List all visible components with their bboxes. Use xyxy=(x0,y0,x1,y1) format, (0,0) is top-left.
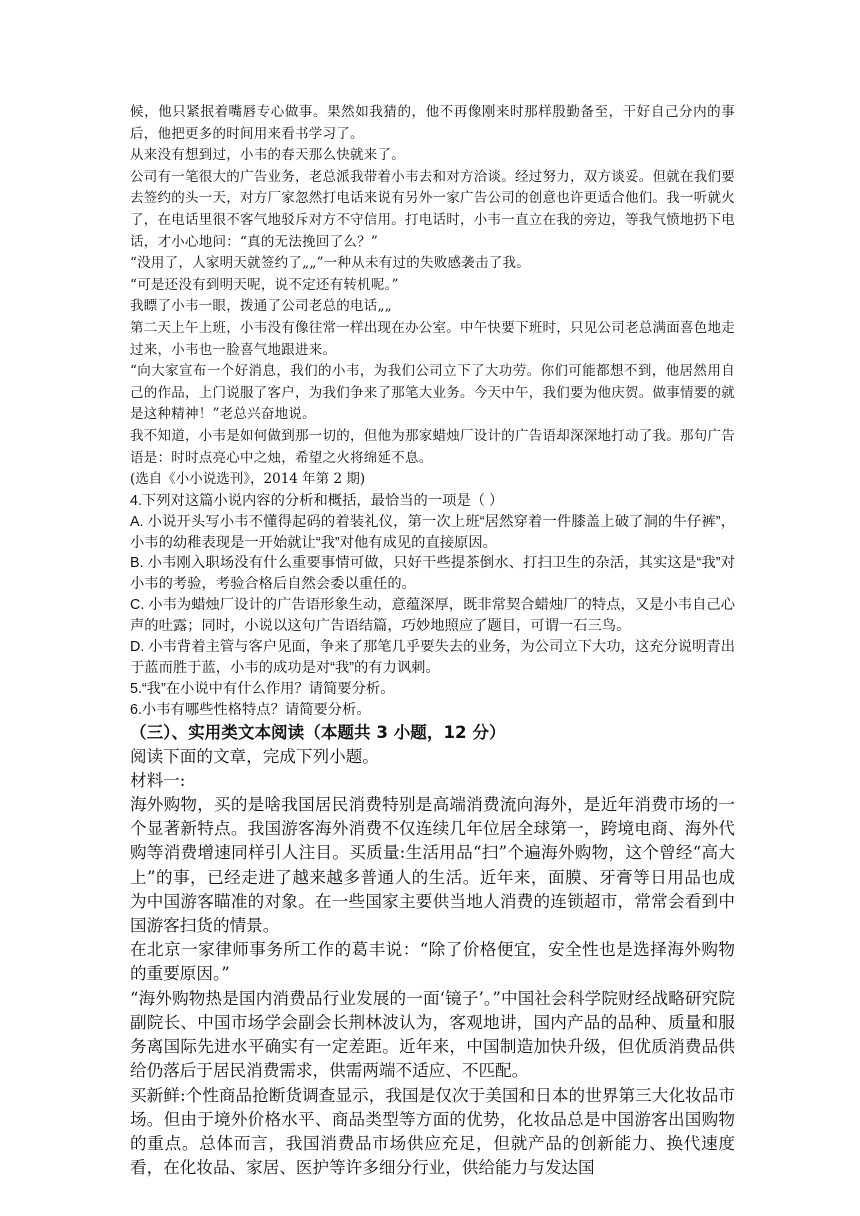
section-3-heading: （三）、实用类文本阅读（本题共 3 小题，12 分） xyxy=(130,722,506,742)
material-paragraph: “海外购物热是国内消费品行业发展的一面‘镜子’。”中国社会科学院财经战略研究院副院长、中国市场学会副会长荆林波认为，客观地讲，国内产品的品种、质量和服务离国际先进水平确实有一定差距。近年来，中国制造加快升级，但优质消费品供给仍落后于居民消费需求，供需两端不适应、不匹配。 xyxy=(130,988,735,1081)
material-label: 材料一: xyxy=(130,770,186,790)
question-5: 5.“我”在小说中有什么作用？请简要分析。 xyxy=(130,680,395,697)
question-4-option-a: A. 小说开头写小韦不懂得起码的着装礼仪，第一次上班“居然穿着一件膝盖上破了洞的牛仔裤”，小韦的幼稚表现是一开始就让“我”对他有成见的直接原因。 xyxy=(130,513,735,551)
question-4-stem: 4.下列对这篇小说内容的分析和概括，最恰当的一项是（ ） xyxy=(130,492,504,509)
question-6: 6.小韦有哪些性格特点？请简要分析。 xyxy=(130,701,371,718)
story-paragraph: 我瞟了小韦一眼，拨通了公司老总的电话„„ xyxy=(130,298,392,315)
section-3-instruction: 阅读下面的文章，完成下列小题。 xyxy=(130,746,379,766)
story-paragraph: 从来没有想到过，小韦的春天那么快就来了。 xyxy=(130,147,405,164)
story-paragraph: 候，他只紧抿着嘴唇专心做事。果然如我猜的，他不再像刚来时那样殷勤备至，干好自己分内的事后，他把更多的时间用来看书学习了。 xyxy=(130,104,735,142)
question-4-option-d: D. 小韦背着主管与客户见面，争来了那笔几乎要失去的业务，为公司立下大功，这充分说明青出于蓝而胜于蓝，小韦的成功是对“我”的有力讽刺。 xyxy=(130,639,735,676)
question-4-option-b: B. 小韦刚入职场没有什么重要事情可做，只好干些提茶倒水、打扫卫生的杂活，其实这是“我”对小韦的考验，考验合格后自然会委以重任的。 xyxy=(130,555,735,593)
section-3 xyxy=(130,721,735,1181)
story-paragraph: 第二天上午上班，小韦没有像往常一样出现在办公室。中午快要下班时，只见公司老总满面喜色地走过来，小韦也一脸喜气地跟进来。 xyxy=(130,319,735,358)
material-paragraph: 在北京一家律师事务所工作的葛丰说：“除了价格便宜，安全性也是选择海外购物的重要原因。” xyxy=(130,940,735,984)
story-paragraph: “可是还没有到明天呢，说不定还有转机呢。” xyxy=(130,276,399,293)
story-excerpt xyxy=(130,102,735,469)
story-paragraph: “没用了，人家明天就签约了„„”一种从未有过的失败感袭击了我。 xyxy=(130,255,531,272)
story-paragraph: 我不知道，小韦是如何做到那一切的，但他为那家蜡烛厂设计的广告语却深深地打动了我。那句广告语是：时时点亮心中之烛，希望之火将绵延不息。 xyxy=(130,427,735,466)
story-paragraph: “向大家宣布一个好消息，我们的小韦，为我们公司立下了大功劳。你们可能都想不到，他居然用自己的作品，上门说服了客户，为我们争来了那笔大业务。今天中午，我们要为他庆贺。做事情要的就是这种精神！”老总兴奋地说。 xyxy=(130,363,735,423)
text-column xyxy=(130,102,735,1180)
question-block xyxy=(130,469,735,721)
story-paragraph: 公司有一笔很大的广告业务，老总派我带着小韦去和对方洽谈。经过努力，双方谈妥。但就在我们要去签约的头一天，对方厂家忽然打电话来说有另外一家广告公司的创意也许更适合他们。我一听就火了，在电话里很不客气地驳斥对方不守信用。打电话时，小韦一直立在我的旁边，等我气愤地扔下电话，才小心地问：“真的无法挽回了么？” xyxy=(130,168,735,250)
question-4-option-c: C. 小韦为蜡烛厂设计的广告语形象生动，意蕴深厚，既非常契合蜡烛厂的特点，又是小韦自己心声的吐露；同时，小说以这句广告语结篇，巧妙地照应了题目，可谓一石三鸟。 xyxy=(130,597,735,635)
material-paragraph: 海外购物，买的是啥我国居民消费特别是高端消费流向海外，是近年消费市场的一个显著新特点。我国游客海外消费不仅连续几年位居全球第一，跨境电商、海外代购等消费增速同样引人注目。买质量:生活用品“扫”个遍海外购物，这个曾经“高大上”的事，已经走进了越来越多普通人的生活。近年来，面膜、牙膏等日用品也成为中国游客瞄准的对象。在一些国家主要供当地人消费的连锁超市，常常会看到中国游客扫货的情景。 xyxy=(130,795,735,936)
source-citation: (选自《小小说选刊》，2014 年第 2 期) xyxy=(130,471,366,488)
material-paragraph: 买新鲜:个性商品抢断货调查显示，我国是仅次于美国和日本的世界第三大化妆品市场。但由于境外价格水平、商品类型等方面的优势，化妆品总是中国游客出国购物的重点。总体而言，我国消费品市场供应充足，但就产品的创新能力、换代速度看，在化妆品、家居、医护等许多细分行业，供给能力与发达国 xyxy=(130,1085,735,1178)
